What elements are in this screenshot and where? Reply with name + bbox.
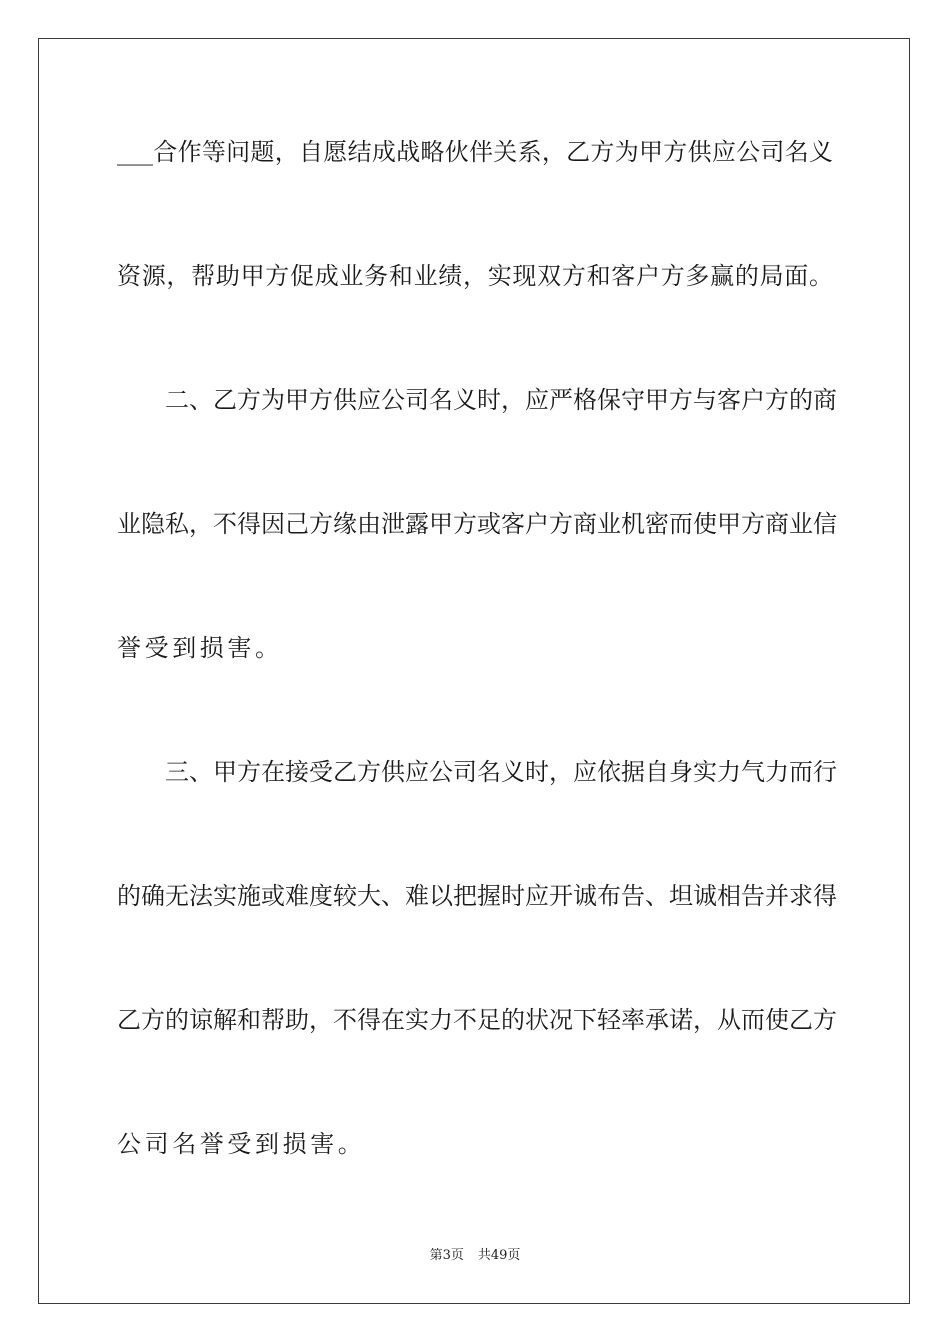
page-number: 第3页 (429, 1248, 464, 1263)
paragraph-line-8: 乙方的谅解和帮助，不得在实力不足的状况下轻率承诺，从而使乙方 (117, 1006, 837, 1034)
paragraph-line-5: 誉受到损害。 (117, 634, 283, 662)
paragraph-line-2: 资源，帮助甲方促成业务和业绩，实现双方和客户方多赢的局面。 (117, 262, 833, 290)
paragraph-line-6: 三、甲方在接受乙方供应公司名义时，应依据自身实力气力而行 (165, 758, 837, 786)
paragraph-line-3: 二、乙方为甲方供应公司名义时，应严格保守甲方与客户方的商 (165, 386, 837, 414)
page-total: 共49页 (477, 1248, 521, 1263)
paragraph-line-9: 公司名誉受到损害。 (117, 1130, 366, 1158)
paragraph-line-1: ___合作等问题，自愿结成战略伙伴关系，乙方为甲方供应公司名义 (117, 138, 833, 166)
paragraph-line-7: 的确无法实施或难度较大、难以把握时应开诚布告、坦诚相告并求得 (117, 882, 837, 910)
page-footer (0, 1248, 950, 1264)
paragraph-line-4: 业隐私，不得因己方缘由泄露甲方或客户方商业机密而使甲方商业信 (117, 510, 837, 538)
page-border (38, 38, 910, 1304)
